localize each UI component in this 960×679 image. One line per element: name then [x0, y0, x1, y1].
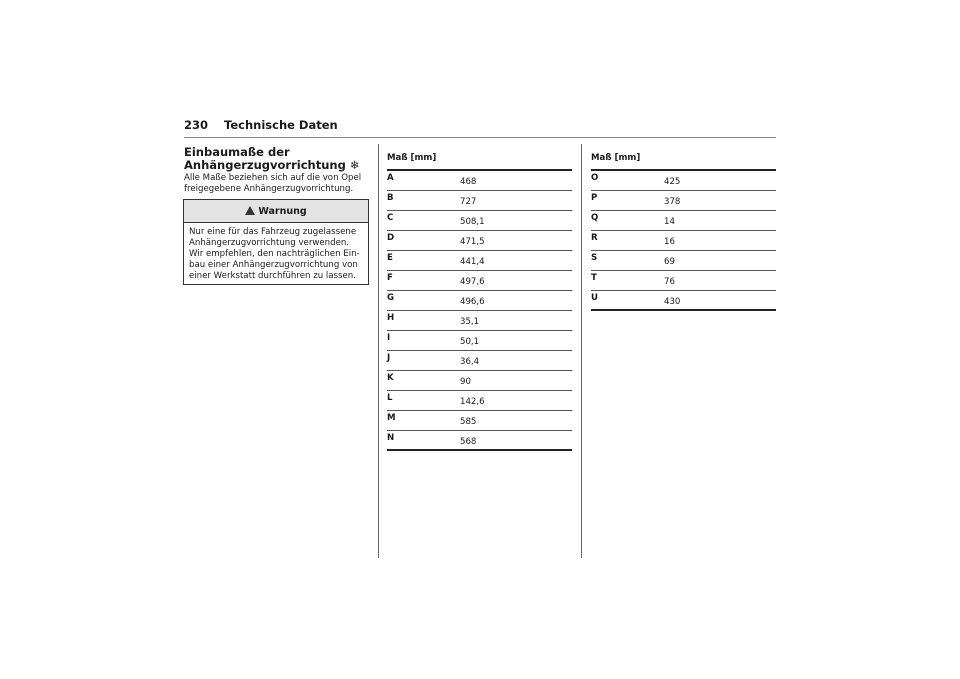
row-value: 430	[664, 297, 681, 307]
warning-triangle-icon	[245, 206, 255, 215]
table-row	[387, 191, 572, 211]
row-value: 585	[460, 417, 477, 427]
row-key: E	[387, 253, 393, 263]
section-title	[184, 146, 359, 172]
table-row	[591, 271, 776, 291]
row-key: T	[591, 273, 597, 283]
row-value: 468	[460, 177, 477, 187]
warning-text: Nur eine für das Fahrzeug zugelassene Anhängerzugvorrichtung verwenden. Wir empfehlen, den nachträglichen Einbau einer Anhängerzugvorrichtung von einer Werkstatt durchführen zu lassen.	[189, 227, 360, 281]
row-key: G	[387, 293, 395, 303]
row-key: Q	[591, 213, 599, 223]
section-title-line2: Anhängerzugvorrichtung	[184, 158, 346, 172]
row-key: R	[591, 233, 598, 243]
page-number: 230	[184, 118, 209, 132]
row-key: D	[387, 233, 395, 243]
row-value: 90	[460, 377, 471, 387]
row-value: 14	[664, 217, 675, 227]
row-value: 16	[664, 237, 675, 247]
table-header: Maß [mm]	[387, 151, 572, 171]
table-row	[591, 211, 776, 231]
column-divider-right	[581, 144, 582, 558]
row-key: H	[387, 313, 395, 323]
row-value: 425	[664, 177, 681, 187]
table-row	[591, 171, 776, 191]
row-value: 568	[460, 437, 477, 447]
table-row	[387, 271, 572, 291]
table-row	[591, 251, 776, 271]
row-key: J	[387, 353, 391, 363]
warning-box	[183, 199, 369, 285]
warning-heading: Warnung	[258, 205, 307, 217]
page-header	[184, 118, 338, 132]
row-key: U	[591, 293, 598, 303]
row-key: M	[387, 413, 396, 423]
chapter-title: Technische Daten	[224, 118, 338, 132]
header-rule	[184, 137, 776, 138]
row-value: 727	[460, 197, 477, 207]
table-row	[387, 351, 572, 371]
column-divider-left	[378, 144, 379, 558]
row-value: 496,6	[460, 297, 485, 307]
table-row	[387, 251, 572, 271]
row-key: S	[591, 253, 598, 263]
row-value: 471,5	[460, 237, 485, 247]
dimension-table-1	[387, 151, 572, 451]
dimension-table-2	[591, 151, 776, 311]
row-value: 378	[664, 197, 681, 207]
row-value: 76	[664, 277, 675, 287]
row-key: I	[387, 333, 391, 343]
row-value: 50,1	[460, 337, 480, 347]
warning-header	[184, 200, 368, 223]
row-key: P	[591, 193, 598, 203]
row-value: 69	[664, 257, 675, 267]
row-key: C	[387, 213, 394, 223]
table-row	[591, 191, 776, 211]
row-key: N	[387, 433, 395, 443]
table-row	[387, 171, 572, 191]
table-row	[387, 291, 572, 311]
table-row	[387, 231, 572, 251]
snowflake-icon: ❄	[349, 158, 360, 172]
row-value: 508,1	[460, 217, 485, 227]
table-row	[387, 311, 572, 331]
row-value: 36,4	[460, 357, 480, 367]
row-key: B	[387, 193, 394, 203]
table-row	[387, 391, 572, 411]
table-row	[387, 431, 572, 451]
table-header: Maß [mm]	[591, 151, 776, 171]
row-key: A	[387, 173, 394, 183]
table-row	[591, 231, 776, 251]
row-value: 35,1	[460, 317, 480, 327]
row-key: K	[387, 373, 394, 383]
table-row	[387, 331, 572, 351]
table-row	[387, 411, 572, 431]
table-row	[387, 371, 572, 391]
row-value: 441,4	[460, 257, 485, 267]
table-row	[591, 291, 776, 311]
row-value: 142,6	[460, 397, 485, 407]
table-row	[387, 211, 572, 231]
section-title-line1: Einbaumaße der	[184, 145, 290, 159]
row-value: 497,6	[460, 277, 485, 287]
row-key: F	[387, 273, 393, 283]
row-key: O	[591, 173, 599, 183]
intro-text: Alle Maße beziehen sich auf die von Opel freigegebene Anhängerzugvorrichtung.	[184, 173, 362, 194]
row-key: L	[387, 393, 393, 403]
